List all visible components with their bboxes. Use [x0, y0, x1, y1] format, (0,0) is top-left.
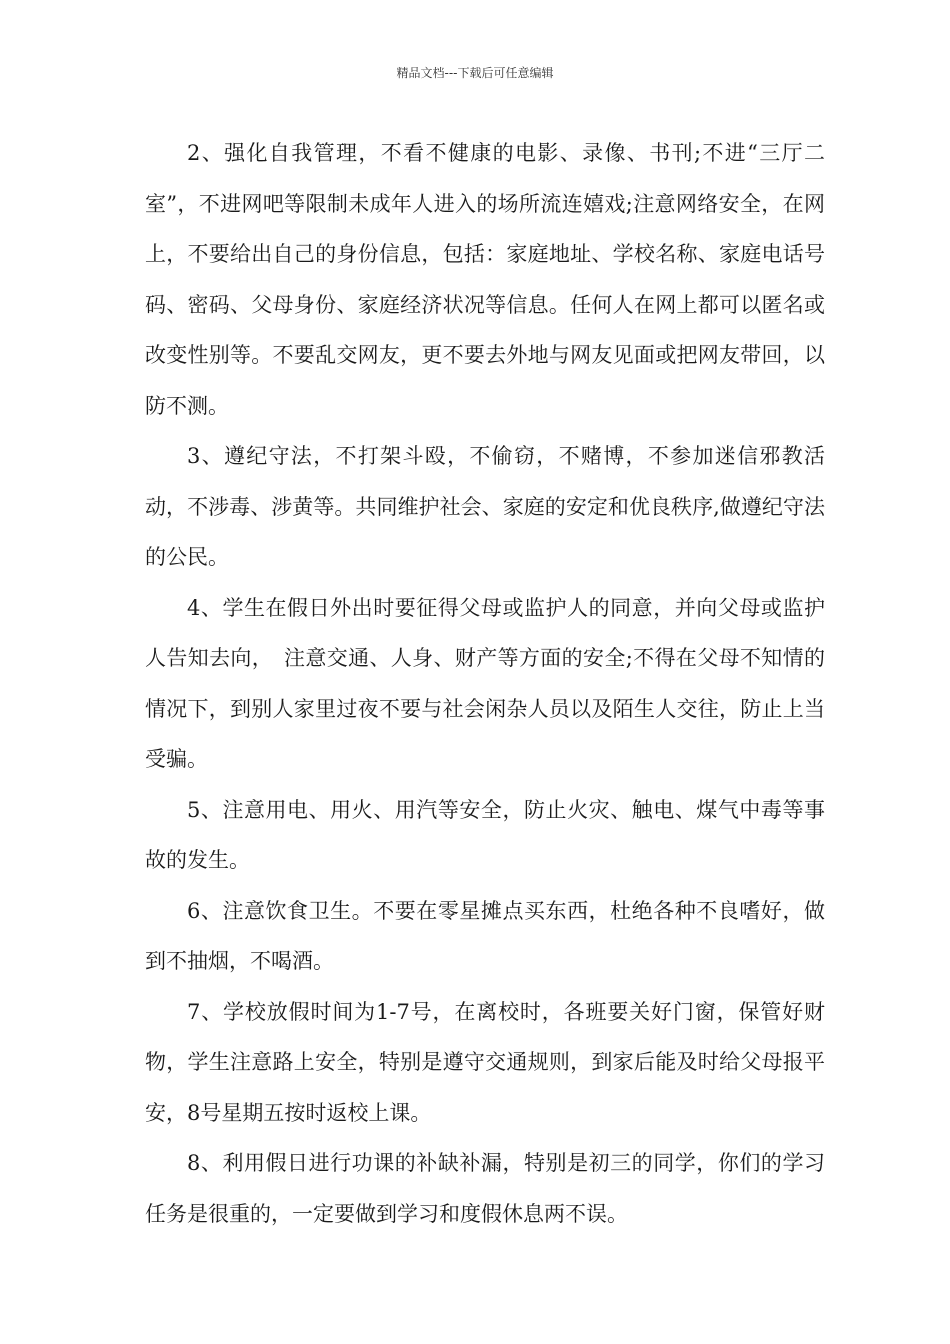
paragraph-item-3: 3、遵纪守法，不打架斗殴，不偷窃，不赌博，不参加迷信邪教活动，不涉毒、涉黄等。共同维护社会、家庭的安定和优良秩序,做遵纪守法的公民。	[145, 444, 825, 569]
paragraph-item-4: 4、学生在假日外出时要征得父母或监护人的同意，并向父母或监护人告知去向， 注意交通、人身、财产等方面的安全;不得在父母不知情的情况下，到别人家里过夜不要与社会闲杂人员以及陌生人交往，防止上当受骗。	[145, 595, 825, 771]
paragraph-item-5: 5、注意用电、用火、用汽等安全，防止火灾、触电、煤气中毒等事故的发生。	[145, 797, 825, 872]
paragraph-item-6: 6、注意饮食卫生。不要在零星摊点买东西，杜绝各种不良嗜好，做到不抽烟，不喝酒。	[145, 898, 825, 973]
paragraph-item-2: 2、强化自我管理，不看不健康的电影、录像、书刊;不进“三厅二室”，不进网吧等限制未成年人进入的场所流连嬉戏;注意网络安全，在网上，不要给出自己的身份信息，包括：家庭地址、学校名称、家庭电话号码、密码、父母身份、家庭经济状况等信息。任何人在网上都可以匿名或改变性别等。不要乱交网友，更不要去外地与网友见面或把网友带回，以防不测。	[145, 141, 825, 418]
paragraph-item-8: 8、利用假日进行功课的补缺补漏，特别是初三的同学，你们的学习任务是很重的，一定要做到学习和度假休息两不误。	[145, 1151, 825, 1226]
paragraph-item-7: 7、学校放假时间为1-7号，在离校时，各班要关好门窗，保管好财物，学生注意路上安全，特别是遵守交通规则，到家后能及时给父母报平安，8号星期五按时返校上课。	[145, 999, 825, 1125]
page-header: 精品文档---下载后可任意编辑	[396, 66, 554, 80]
document-body	[145, 128, 825, 1239]
